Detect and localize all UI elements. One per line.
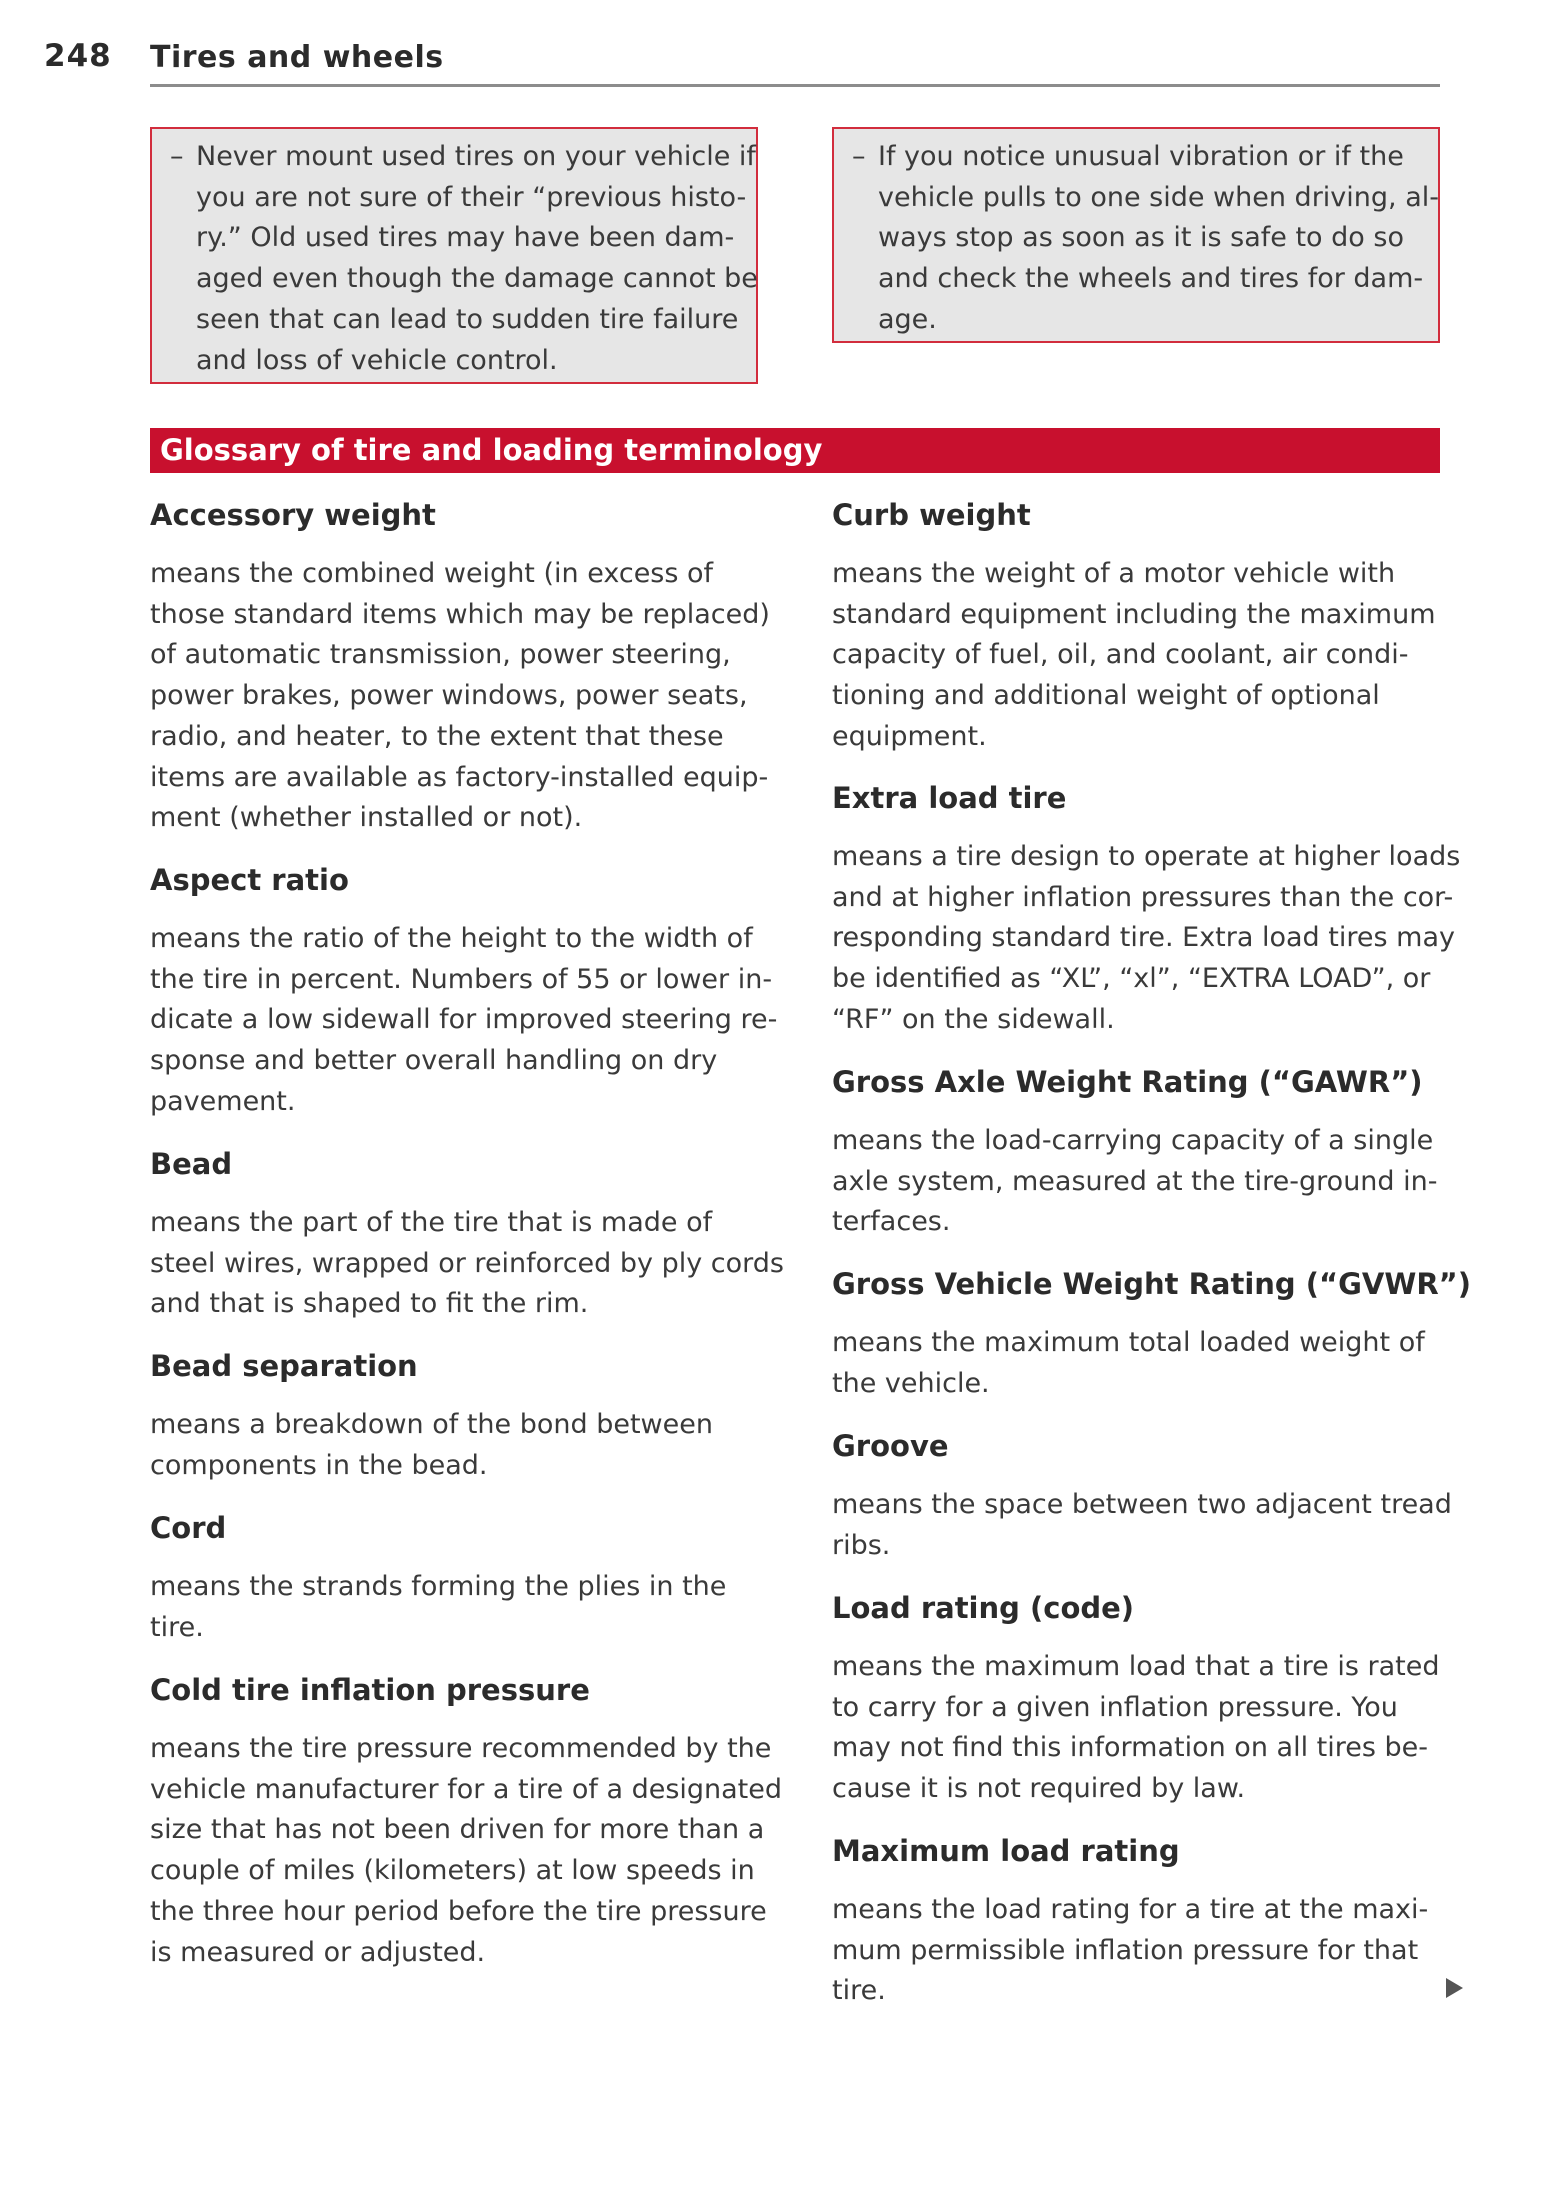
term-title: Extra load tire — [832, 781, 1067, 815]
continue-arrow-icon — [1446, 1978, 1463, 1998]
definition-line: tire. — [150, 1611, 204, 1643]
definition-line: components in the bead. — [150, 1449, 488, 1481]
definition-line: and at higher inflation pressures than the cor- — [832, 881, 1454, 913]
definition-line: sponse and better overall handling on dry — [150, 1045, 718, 1077]
term-definition — [150, 919, 790, 1123]
term-title: Bead — [150, 1147, 233, 1181]
term-title: Cold tire inflation pressure — [150, 1673, 590, 1707]
header-divider — [150, 84, 1440, 87]
term-title: Aspect ratio — [150, 863, 349, 897]
definition-line: capacity of fuel, oil, and coolant, air condi- — [832, 639, 1409, 671]
definition-line: means the part of the tire that is made of — [150, 1207, 713, 1238]
glossary-term-gvwr — [832, 1266, 1472, 1404]
definition-line: power brakes, power windows, power seats, — [150, 680, 748, 712]
definition-line: means the combined weight (in excess of — [150, 558, 714, 589]
definition-line: means a breakdown of the bond between — [150, 1409, 713, 1440]
definition-line: and that is shaped to fit the rim. — [150, 1288, 589, 1320]
definition-line: steel wires, wrapped or reinforced by ply cords — [150, 1247, 784, 1279]
term-title: Gross Axle Weight Rating (“GAWR”) — [832, 1065, 1423, 1099]
warning-line: vehicle pulls to one side when driving, al- — [878, 181, 1439, 213]
term-definition — [832, 1647, 1472, 1810]
definition-line: those standard items which may be replaced) — [150, 598, 770, 630]
term-definition — [832, 837, 1472, 1041]
definition-line: means the maximum total loaded weight of — [832, 1327, 1425, 1358]
definition-line: cause it is not required by law. — [832, 1773, 1246, 1805]
definition-line: to carry for a given inflation pressure. You — [832, 1691, 1398, 1723]
definition-line: vehicle manufacturer for a tire of a designated — [150, 1773, 783, 1805]
definition-line: terfaces. — [832, 1206, 951, 1238]
glossary-term-cold-tire-inflation-pressure — [150, 1672, 790, 1973]
chapter-title: Tires and wheels — [150, 40, 444, 75]
definition-line: ribs. — [832, 1529, 891, 1561]
term-definition — [150, 1405, 790, 1486]
definition-line: may not find this information on all tires be- — [832, 1732, 1429, 1764]
term-title: Load rating (code) — [832, 1591, 1135, 1625]
term-definition — [832, 1485, 1472, 1566]
definition-line: means the ratio of the height to the width of — [150, 923, 753, 954]
warning-line: aged even though the damage cannot be — [196, 263, 758, 295]
definition-line: ment (whether installed or not). — [150, 802, 583, 834]
warning-box-used-tires — [150, 127, 758, 384]
term-title: Groove — [832, 1429, 949, 1463]
warning-line: Never mount used tires on your vehicle if — [196, 141, 756, 172]
definition-line: responding standard tire. Extra load tires may — [832, 922, 1455, 954]
definition-line: tire. — [832, 1975, 886, 2007]
glossary-term-accessory-weight — [150, 497, 790, 839]
term-definition — [150, 1567, 790, 1648]
warning-line: seen that can lead to sudden tire failure — [196, 303, 739, 335]
glossary-term-bead-separation — [150, 1348, 790, 1486]
term-title: Gross Vehicle Weight Rating (“GVWR”) — [832, 1267, 1471, 1301]
term-title: Bead separation — [150, 1349, 418, 1383]
definition-line: means a tire design to operate at higher loads — [832, 841, 1461, 872]
definition-line: means the maximum load that a tire is rated — [832, 1651, 1440, 1682]
warning-dash: – — [170, 141, 184, 172]
term-title: Maximum load rating — [832, 1834, 1180, 1868]
definition-line: be identified as “XL”, “xl”, “EXTRA LOAD”, or — [832, 963, 1431, 995]
glossary-term-curb-weight — [832, 497, 1472, 758]
glossary-term-groove — [832, 1428, 1472, 1566]
section-title-banner: Glossary of tire and loading terminology — [150, 428, 1440, 473]
glossary-term-cord — [150, 1510, 790, 1648]
glossary-term-gawr — [832, 1064, 1472, 1243]
glossary-term-extra-load-tire — [832, 780, 1472, 1041]
warning-line: age. — [878, 303, 937, 335]
definition-line: dicate a low sidewall for improved steering re- — [150, 1004, 778, 1036]
warning-dash: – — [852, 141, 866, 172]
definition-line: mum permissible inflation pressure for that — [832, 1934, 1419, 1966]
term-definition — [150, 1729, 790, 1973]
warning-line: If you notice unusual vibration or if the — [878, 141, 1404, 172]
definition-line: items are available as factory-installed equip- — [150, 761, 769, 793]
term-title: Cord — [150, 1511, 227, 1545]
definition-line: means the load-carrying capacity of a single — [832, 1125, 1434, 1156]
definition-line: the tire in percent. Numbers of 55 or lower in- — [150, 963, 773, 995]
glossary-term-bead — [150, 1146, 790, 1325]
definition-line: is measured or adjusted. — [150, 1936, 486, 1968]
definition-line: standard equipment including the maximum — [832, 598, 1436, 630]
term-title: Accessory weight — [150, 498, 436, 532]
glossary-term-aspect-ratio — [150, 862, 790, 1123]
glossary-term-maximum-load-rating — [832, 1833, 1472, 2012]
definition-line: the vehicle. — [832, 1367, 990, 1399]
term-definition — [832, 1323, 1472, 1404]
definition-line: size that has not been driven for more than a — [150, 1814, 765, 1846]
definition-line: of automatic transmission, power steering, — [150, 639, 731, 671]
definition-line: means the load rating for a tire at the maxi- — [832, 1894, 1429, 1925]
warning-line: you are not sure of their “previous histo- — [196, 181, 747, 213]
term-definition — [832, 1121, 1472, 1243]
term-definition — [150, 1203, 790, 1325]
definition-line: axle system, measured at the tire-ground in- — [832, 1165, 1438, 1197]
page-number: 248 — [44, 38, 112, 74]
warning-box-vibration — [832, 127, 1440, 343]
definition-line: tioning and additional weight of optional — [832, 680, 1380, 712]
term-definition — [832, 554, 1472, 758]
glossary-term-load-rating — [832, 1590, 1472, 1810]
warning-line: and loss of vehicle control. — [196, 344, 558, 376]
definition-line: means the weight of a motor vehicle with — [832, 558, 1396, 589]
definition-line: means the strands forming the plies in the — [150, 1571, 727, 1602]
warning-line: and check the wheels and tires for dam- — [878, 263, 1424, 295]
term-definition — [832, 1890, 1472, 2012]
definition-line: couple of miles (kilometers) at low speeds in — [150, 1855, 755, 1887]
warning-line: ry.” Old used tires may have been dam- — [196, 222, 735, 254]
definition-line: pavement. — [150, 1085, 296, 1117]
definition-line: radio, and heater, to the extent that these — [150, 720, 724, 752]
definition-line: means the space between two adjacent tread — [832, 1489, 1452, 1520]
definition-line: “RF” on the sidewall. — [832, 1003, 1115, 1035]
term-title: Curb weight — [832, 498, 1031, 532]
warning-line: ways stop as soon as it is safe to do so — [878, 222, 1404, 254]
definition-line: means the tire pressure recommended by the — [150, 1733, 772, 1764]
term-definition — [150, 554, 790, 839]
definition-line: the three hour period before the tire pressure — [150, 1895, 767, 1927]
definition-line: equipment. — [832, 720, 987, 752]
